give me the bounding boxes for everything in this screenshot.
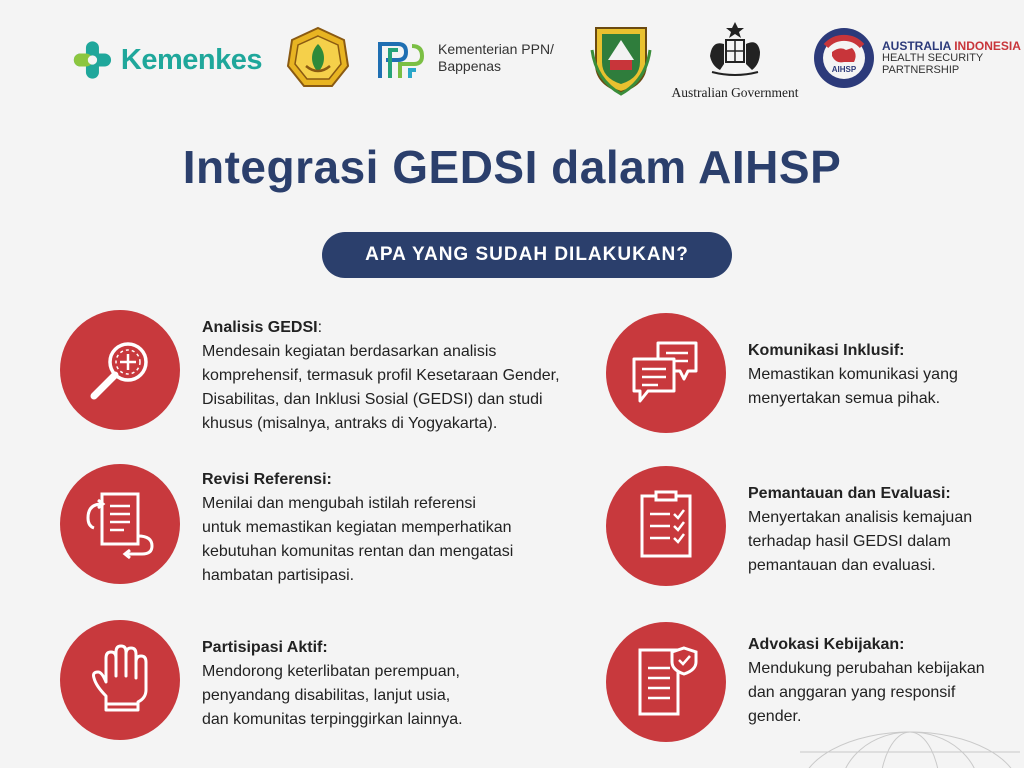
revisi-referensi-heading: Revisi Referensi:	[202, 471, 332, 488]
chat-bubbles-icon	[626, 333, 706, 413]
partisipasi-aktif-heading: Partisipasi Aktif:	[202, 639, 328, 656]
decorative-globe-lines	[790, 712, 1024, 768]
partisipasi-aktif-icon-circle	[60, 620, 180, 740]
policy-document-icon	[626, 642, 706, 722]
australian-government-logo	[668, 20, 802, 101]
bappenas-mark-icon	[376, 36, 428, 80]
aihsp-badge-icon	[812, 26, 876, 90]
kemenkes-logo	[72, 36, 262, 84]
analisis-gedsi-heading-colon: :	[317, 319, 323, 336]
pemantauan-evaluasi-heading: Pemantauan dan Evaluasi:	[748, 485, 951, 502]
komunikasi-inklusif-icon-circle	[606, 313, 726, 433]
subtitle-pill	[322, 232, 732, 278]
partisipasi-aktif-text	[202, 636, 463, 732]
revisi-referensi-text	[202, 468, 513, 588]
analisis-gedsi-text	[202, 316, 560, 436]
aihsp-logo	[812, 26, 1021, 90]
subtitle-label: APA YANG SUDAH DILAKUKAN?	[365, 244, 689, 265]
analisis-gedsi-body: Mendesain kegiatan berdasarkan analisis komprehensif, termasuk profil Kesetaraan Gender, Disabilitas, dan Inklusi Sosial (GEDSI) dan studi khusus (misalnya, antraks di Yogyakarta).	[202, 343, 560, 432]
sulsel-province-emblem-logo	[588, 20, 654, 101]
checklist-clipboard-icon	[626, 486, 706, 566]
pemantauan-evaluasi-icon-circle	[606, 466, 726, 586]
aihsp-label-australia: AUSTRALIA	[882, 39, 955, 53]
logo-bar	[0, 0, 1024, 120]
komunikasi-inklusif-body: Memastikan komunikasi yang menyertakan semua pihak.	[748, 366, 958, 407]
advokasi-kebijakan-icon-circle	[606, 622, 726, 742]
bappenas-logo	[376, 36, 554, 80]
aihsp-label-line3: PARTNERSHIP	[882, 64, 960, 76]
analisis-gedsi-icon-circle	[60, 310, 180, 430]
revisi-referensi-body: Menilai dan mengubah istilah referensi untuk memastikan kegiatan memperhatikan kebutuhan komunitas rentan dan mengatasi hambatan partisipasi.	[202, 495, 514, 584]
advokasi-kebijakan-body: Mendukung perubahan kebijakan dan anggaran yang responsif gender.	[748, 660, 985, 725]
analisis-gedsi-heading: Analisis GEDSI	[202, 319, 318, 336]
pemantauan-evaluasi-text	[748, 482, 972, 578]
australian-government-label: Australian Government	[671, 85, 799, 100]
magnifier-icon	[80, 330, 160, 410]
komunikasi-inklusif-heading: Komunikasi Inklusif:	[748, 342, 905, 359]
kementan-emblem-logo	[286, 26, 350, 95]
bappenas-label-line2: Bappenas	[438, 58, 502, 74]
pemantauan-evaluasi-body: Menyertakan analisis kemajuan terhadap hasil GEDSI dalam pemantauan dan evaluasi.	[748, 509, 973, 574]
aihsp-badge-text: AIHSP	[831, 65, 857, 74]
coat-of-arms-icon	[700, 20, 770, 78]
aihsp-label-line2: HEALTH SECURITY	[882, 52, 984, 64]
revisi-referensi-icon-circle	[60, 464, 180, 584]
kemenkes-label: Kemenkes	[120, 43, 262, 76]
kemenkes-mark-icon	[72, 38, 113, 82]
raised-hand-icon	[80, 640, 160, 720]
bappenas-label-line1: Kementerian PPN/	[438, 41, 554, 57]
page-title: Integrasi GEDSI dalam AIHSP	[182, 141, 842, 193]
aihsp-label-indonesia: INDONESIA	[954, 39, 1021, 53]
partisipasi-aktif-body: Mendorong keterlibatan perempuan, penyandang disabilitas, lanjut usia, dan komunitas terpinggirkan lainnya.	[202, 663, 463, 728]
komunikasi-inklusif-text	[748, 339, 958, 411]
advokasi-kebijakan-heading: Advokasi Kebijakan:	[748, 636, 905, 653]
document-revision-icon	[80, 484, 160, 564]
